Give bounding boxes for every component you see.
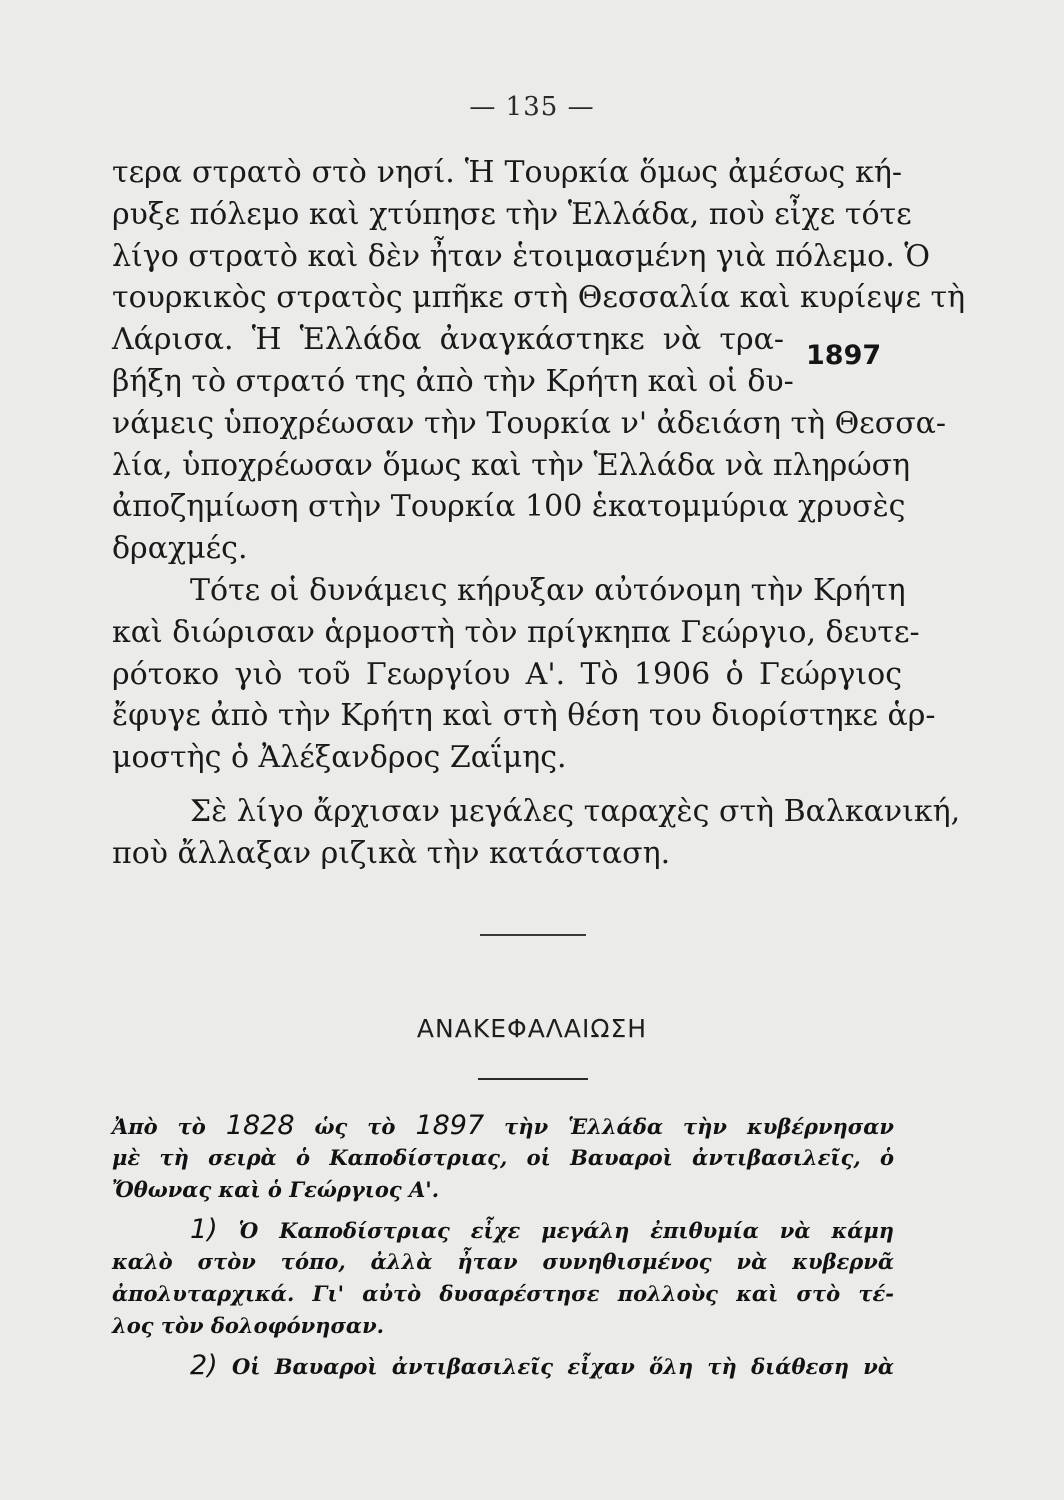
margin-year-note: 1897 <box>806 340 882 371</box>
body-line: βήξη τὸ στρατό της ἀπὸ τὴν Κρήτη καὶ οἱ δυ- <box>112 363 794 399</box>
body-line: μοστὴς ὁ Ἀλέξανδρος Ζαΐμης. <box>112 740 567 776</box>
body-line: καὶ διώρισαν ἁρμοστὴ τὸν πρίγκηπα Γεώργιο, δευτε- <box>112 614 920 650</box>
summary-line: λος τὸν δολοφόνησαν. <box>112 1313 384 1338</box>
summary-line: ἀπολυταρχικά. Γι' αὐτὸ δυσαρέστησε πολλοὺς καὶ στὸ τέ- <box>112 1281 894 1306</box>
body-line: ρότοκο γιὸ τοῦ Γεωργίου Α'. Τὸ 1906 ὁ Γεώργιος <box>112 656 902 692</box>
body-line: ἀποζημίωση στὴν Τουρκία 100 ἑκατομμύρια χρυσὲς <box>112 489 906 525</box>
summary-heading: ΑΝΑΚΕΦΑΛΑΙΩΣΗ <box>416 1014 648 1043</box>
heading-underline <box>478 1078 588 1080</box>
body-line: ρυξε πόλεμο καὶ χτύπησε τὴν Ἑλλάδα, ποὺ εἶχε τότε <box>112 196 912 232</box>
summary-line: μὲ τὴ σειρὰ ὁ Καποδίστριας, οἱ Βαυαροὶ ἀντιβασιλεῖς, ὁ <box>112 1145 894 1170</box>
body-line: λίγο στρατὸ καὶ δὲν ἦταν ἑτοιμασμένη γιὰ πόλεμο. Ὁ <box>112 238 931 274</box>
summary-line: Ἀπὸ τὸ 1828 ὡς τὸ 1897 τὴν Ἑλλάδα τὴν κυβέρνησαν <box>112 1110 894 1141</box>
summary-item-1: 1) Ὁ Καποδίστριας εἶχε μεγάλη ἐπιθυμία νὰ κάμη <box>190 1214 894 1245</box>
summary-item-2: 2) Οἱ Βαυαροὶ ἀντιβασιλεῖς εἶχαν ὅλη τὴ διάθεση νὰ <box>190 1350 894 1381</box>
summary-line: Ὄθωνας καὶ ὁ Γεώργιος Α'. <box>112 1177 440 1202</box>
body-line: Σὲ λίγο ἄρχισαν μεγάλες ταραχὲς στὴ Βαλκανική, <box>190 793 961 829</box>
body-line: ἔφυγε ἀπὸ τὴν Κρήτη καὶ στὴ θέση του διορίστηκε ἁρ- <box>112 698 936 734</box>
summary-text <box>112 1110 894 1382</box>
body-line: νάμεις ὑποχρέωσαν τὴν Τουρκία ν' ἀδειάση τὴ Θεσσα- <box>112 405 947 441</box>
page-number: — 135 — <box>469 92 595 122</box>
body-line: Λάρισα. Ἡ Ἑλλάδα ἀναγκάστηκε νὰ τρα- <box>112 322 784 358</box>
body-line: Τότε οἱ δυνάμεις κήρυξαν αὐτόνομη τὴν Κρήτη <box>190 572 906 608</box>
body-line: τουρκικὸς στρατὸς μπῆκε στὴ Θεσσαλία καὶ κυρίεψε τὴ <box>112 280 966 316</box>
summary-line: καλὸ στὸν τόπο, ἀλλὰ ἦταν συνηθισμένος νὰ κυβερνᾶ <box>112 1249 894 1274</box>
body-line: λία, ὑποχρέωσαν ὅμως καὶ τὴν Ἑλλάδα νὰ πληρώση <box>112 447 911 483</box>
body-line: τερα στρατὸ στὸ νησί. Ἡ Τουρκία ὅμως ἀμέσως κή- <box>112 155 902 190</box>
body-text <box>112 152 966 875</box>
section-divider <box>480 934 586 936</box>
body-line: ποὺ ἄλλαξαν ριζικὰ τὴν κατάσταση. <box>112 835 671 871</box>
body-line: δραχμές. <box>112 531 248 567</box>
